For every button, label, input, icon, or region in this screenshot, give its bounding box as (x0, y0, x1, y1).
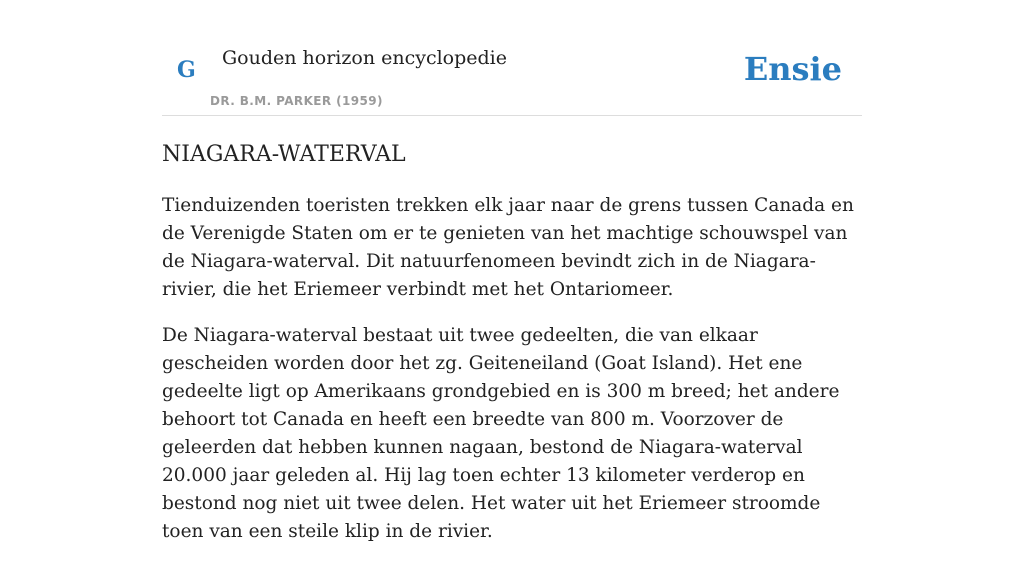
source-logo[interactable]: G (177, 57, 196, 83)
entry-paragraph: De Niagara-waterval bestaat uit twee gedeelten, die van elkaar gescheiden worden door het zg. Geiteneiland (Goat Island). Het ene gedeelte ligt op Amerikaans grondgebied en is 300 m breed; het andere behoort tot Canada en heeft een breedte van 800 m. Voorzover de geleerden dat hebben kunnen nagaan, bestond de Niagara-waterval 20.000 jaar geleden al. Hij lag toen echter 13 kilometer verderop en bestond nog niet uit twee delen. Het water uit het Eriemeer stroomde toen van een steile klip in de rivier. (162, 325, 840, 542)
entry-paragraph: Tienduizenden toeristen trekken elk jaar naar de grens tussen Canada en de Verenigde Staten om er te genieten van het machtige schouwspel van de Niagara-waterval. Dit natuurfenomeen bevindt zich in de Niagara-rivier, die het Eriemeer verbindt met het Ontariomeer. (162, 195, 854, 300)
page (162, 0, 862, 542)
source-author: DR. B.M. PARKER (1959) (210, 94, 383, 108)
source-header (162, 0, 862, 116)
brand-logo[interactable]: Ensie (743, 50, 842, 88)
entry-body (162, 192, 862, 564)
source-title-link[interactable]: Gouden horizon encyclopedie (222, 47, 507, 69)
entry-title: NIAGARA-WATERVAL (162, 142, 406, 167)
